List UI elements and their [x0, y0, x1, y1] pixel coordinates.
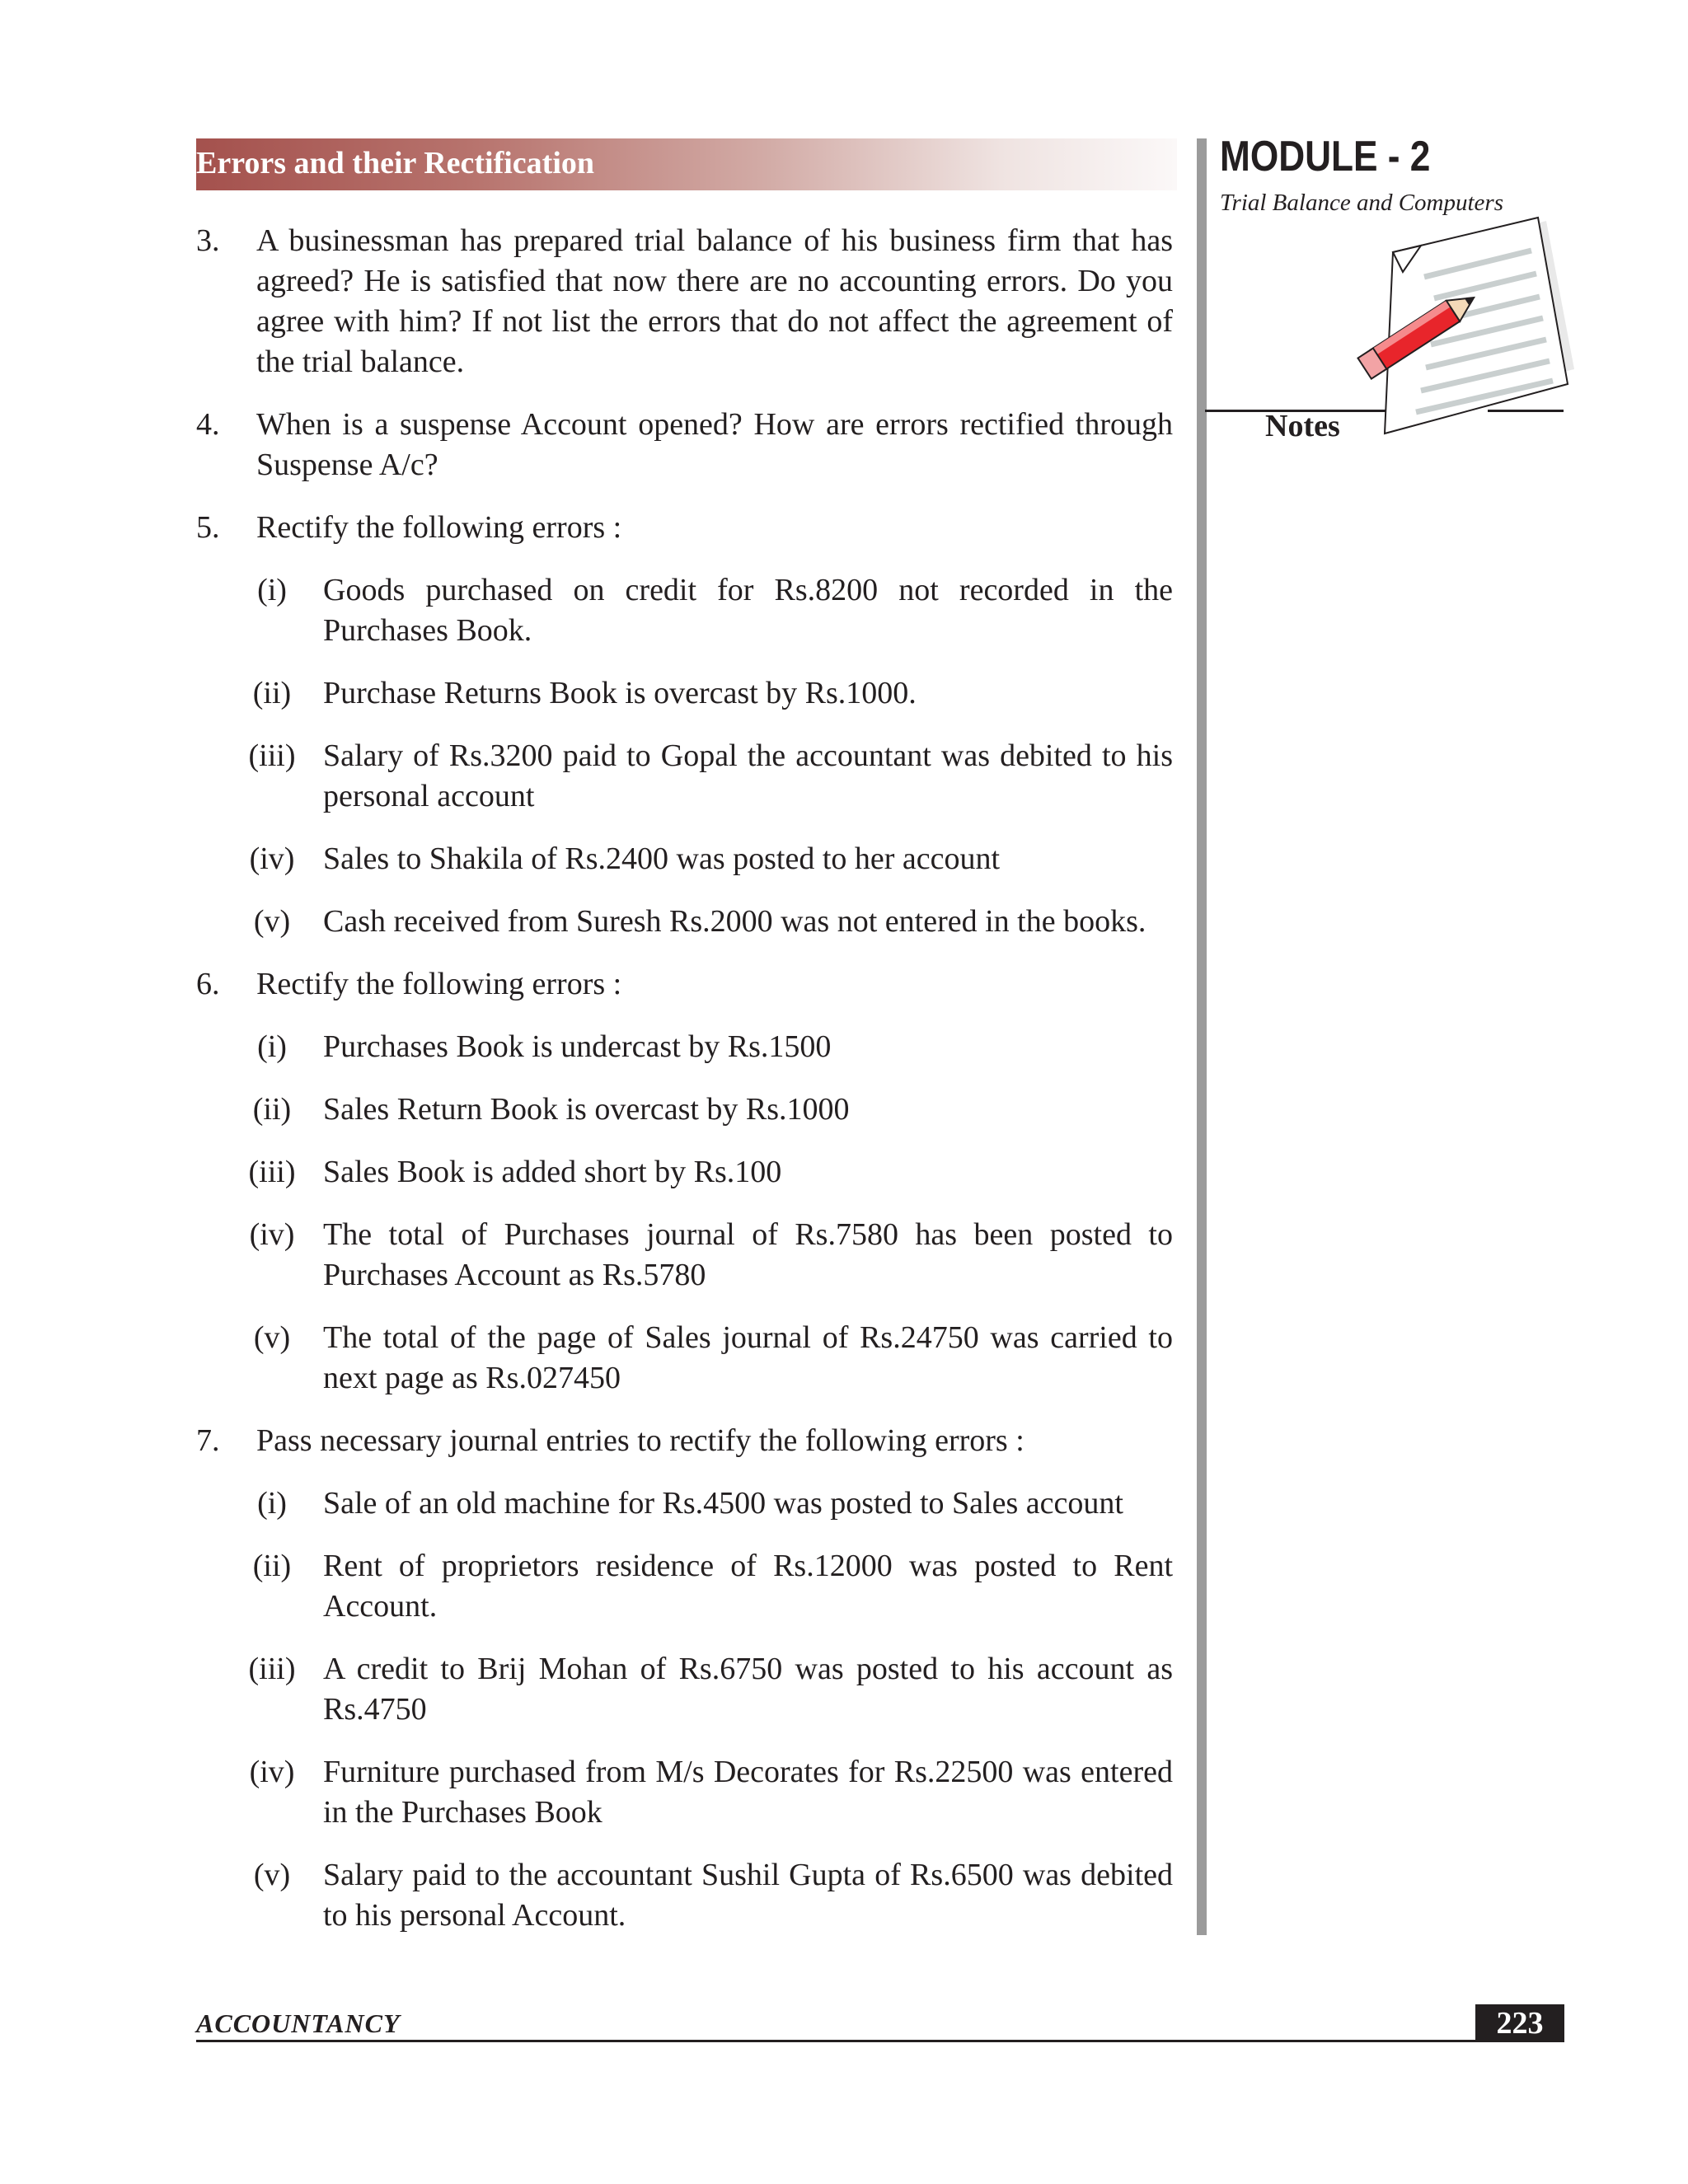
sub-question-item: [196, 1215, 1173, 1296]
sub-question-item: [196, 839, 1173, 879]
questions-list: [196, 221, 1173, 1958]
sub-question-item: [196, 673, 1173, 714]
sub-question-number: (iv): [249, 841, 295, 876]
module-title: MODULE - 2: [1220, 133, 1431, 180]
question-number: 6.: [196, 967, 220, 1001]
question-text: A businessman has prepared trial balance of his business firm that has agreed? He is satisfied that now there are no accounting errors. Do you agree with him? If not list the errors that do not affect the agreement of the trial balance.: [256, 223, 1173, 379]
sub-question-number: (iii): [248, 1155, 296, 1189]
sub-question-item: [196, 1752, 1173, 1833]
sub-question-number: (iv): [249, 1217, 295, 1252]
sub-question-number: (i): [257, 573, 287, 607]
sub-question-text: The total of the page of Sales journal of Rs.24750 was carried to next page as Rs.027450: [323, 1320, 1173, 1395]
sub-question-text: Sales to Shakila of Rs.2400 was posted to her account: [323, 841, 1001, 876]
sub-question-number: (ii): [252, 1092, 292, 1127]
sub-question-number: (iii): [248, 1652, 296, 1686]
question-item: [196, 508, 1173, 548]
sub-question-text: Cash received from Suresh Rs.2000 was not entered in the books.: [323, 904, 1146, 939]
sub-question-number: (v): [253, 1858, 291, 1892]
sub-question-number: (i): [257, 1029, 287, 1064]
sub-question-item: [196, 1090, 1173, 1130]
question-text: Pass necessary journal entries to rectify the following errors :: [256, 1423, 1025, 1458]
sub-question-text: Purchases Book is undercast by Rs.1500: [323, 1029, 832, 1064]
sub-question-number: (iii): [248, 738, 296, 773]
question-item: [196, 405, 1173, 485]
sub-question-item: [196, 1152, 1173, 1193]
sub-question-number: (v): [253, 1320, 291, 1355]
sub-question-item: [196, 1546, 1173, 1627]
sub-question-item: [196, 570, 1173, 651]
sub-question-number: (iv): [249, 1755, 295, 1789]
footer-rule: [196, 2040, 1564, 2042]
question-text: Rectify the following errors :: [256, 510, 622, 545]
notes-label: Notes: [1265, 409, 1340, 443]
sub-question-text: Rent of proprietors residence of Rs.12000 was posted to Rent Account.: [323, 1549, 1173, 1624]
page-number: 223: [1496, 2006, 1544, 2041]
notes-rule-right: [1488, 410, 1564, 412]
footer-subject: ACCOUNTANCY: [196, 2008, 401, 2038]
sub-question-text: Sale of an old machine for Rs.4500 was posted to Sales account: [323, 1486, 1123, 1521]
sub-question-item: [196, 1318, 1173, 1399]
sub-question-text: Purchase Returns Book is overcast by Rs.1000.: [323, 676, 917, 710]
sub-question-number: (v): [253, 904, 291, 939]
sub-question-number: (ii): [252, 676, 292, 710]
question-number: 3.: [196, 223, 220, 258]
sub-question-number: (i): [257, 1486, 287, 1521]
question-number: 7.: [196, 1423, 220, 1458]
sub-question-item: [196, 902, 1173, 942]
sub-question-text: Salary of Rs.3200 paid to Gopal the accountant was debited to his personal account: [323, 738, 1173, 813]
question-text: When is a suspense Account opened? How are errors rectified through Suspense A/c?: [256, 407, 1173, 482]
sub-question-text: Sales Book is added short by Rs.100: [323, 1155, 782, 1189]
sub-question-text: Goods purchased on credit for Rs.8200 not recorded in the Purchases Book.: [323, 573, 1173, 648]
question-text: Rectify the following errors :: [256, 967, 622, 1001]
sub-question-item: [196, 1649, 1173, 1730]
question-number: 5.: [196, 510, 220, 545]
sub-question-item: [196, 1483, 1173, 1524]
question-number: 4.: [196, 407, 220, 442]
question-item: [196, 221, 1173, 382]
sub-question-item: [196, 1855, 1173, 1936]
sub-question-text: Sales Return Book is overcast by Rs.1000: [323, 1092, 850, 1127]
section-title: Errors and their Rectification: [196, 146, 595, 180]
sub-question-item: [196, 736, 1173, 817]
sub-question-text: A credit to Brij Mohan of Rs.6750 was posted to his account as Rs.4750: [323, 1652, 1173, 1727]
sub-question-item: [196, 1027, 1173, 1067]
sub-question-text: Salary paid to the accountant Sushil Gupta of Rs.6500 was debited to his personal Account.: [323, 1858, 1173, 1933]
margin-divider: [1197, 138, 1207, 1935]
sub-question-text: Furniture purchased from M/s Decorates for Rs.22500 was entered in the Purchases Book: [323, 1755, 1173, 1830]
question-item: [196, 1421, 1173, 1461]
notes-paper-with-pencil-icon: [1352, 214, 1574, 449]
module-subtitle: Trial Balance and Computers: [1220, 190, 1503, 216]
sub-question-number: (ii): [252, 1549, 292, 1583]
sub-question-text: The total of Purchases journal of Rs.7580 has been posted to Purchases Account as Rs.5780: [323, 1217, 1173, 1292]
question-item: [196, 964, 1173, 1005]
